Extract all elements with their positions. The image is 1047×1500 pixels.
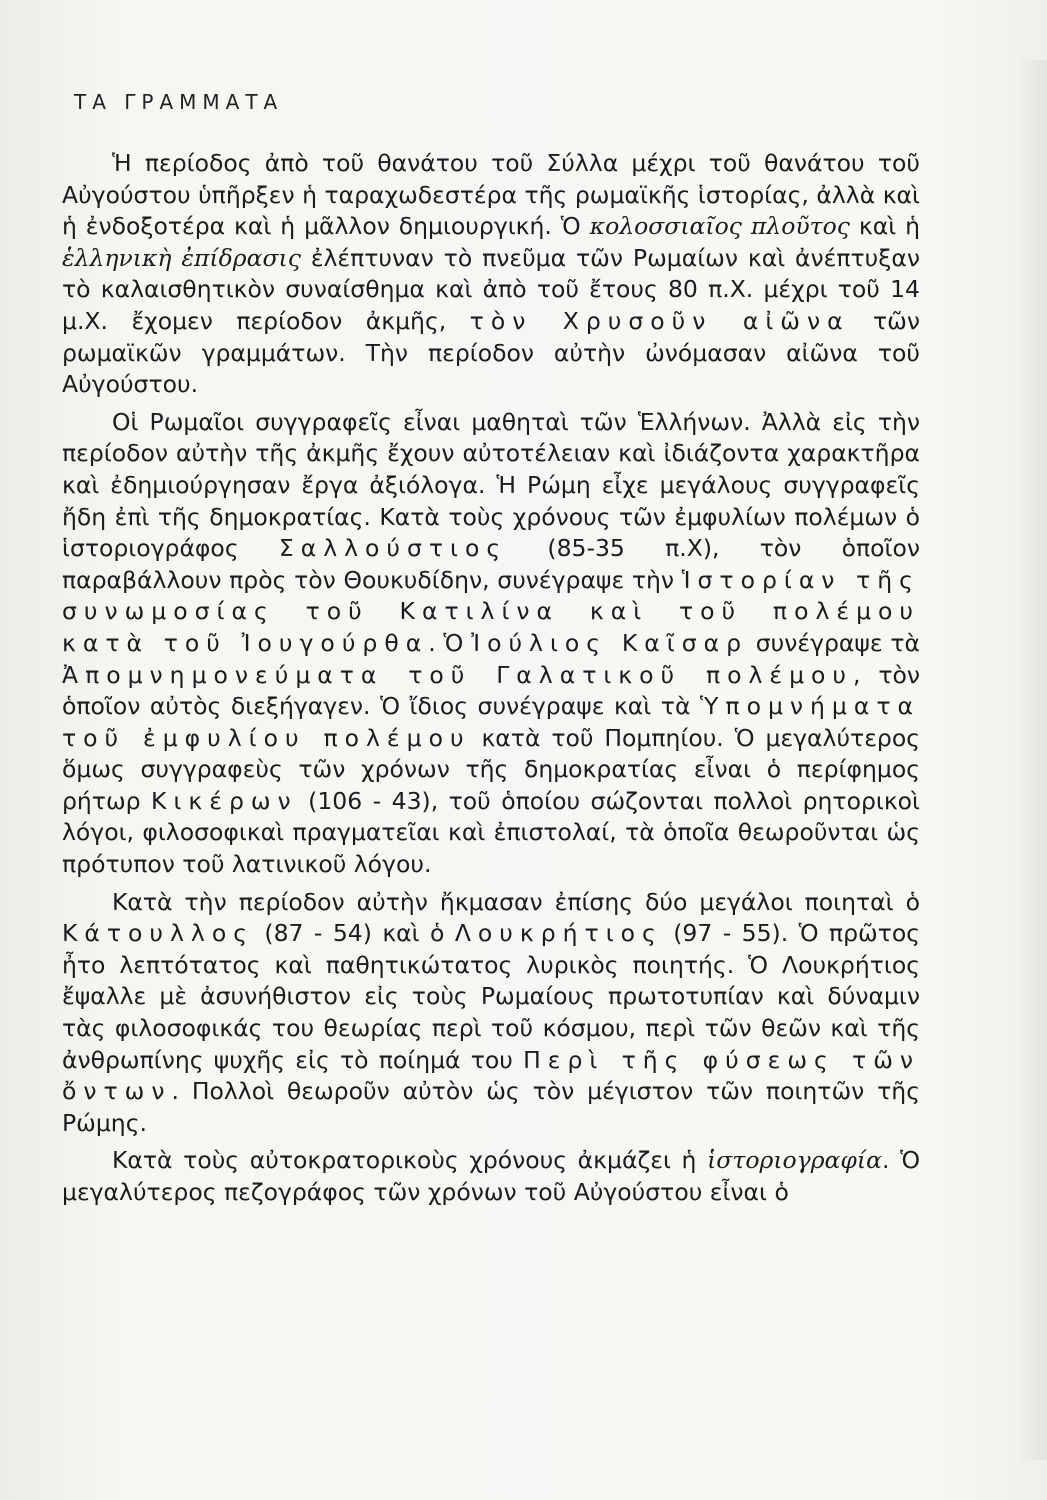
paragraph-2: Οἱ Ρωμαῖοι συγγραφεῖς εἶναι μαθηταὶ τῶν Ἑλλήνων. Ἀλλὰ εἰς τὴν περίοδον αὐτὴν τῆς ἀκμῆς ἔχουν αὐτοτέλειαν καὶ ἰδιάζοντα χαρακτῆρα καὶ ἐδημιούργησαν ἔργα ἀξιόλογα. Ἡ Ρώμη εἶχε μεγάλους συγγραφεῖς ἤδη ἐπὶ τῆς δημοκρατίας. Κατὰ τοὺς χρόνους τῶν ἐμφυλίων πολέμων ὁ ἱστοριογράφος Σαλλούστιος (85-35 π.Χ), τὸν ὁποῖον παραβάλλουν πρὸς τὸν Θουκυδίδην, συνέγραψε τὴν Ἱστορίαν τῆς συνωμοσίας τοῦ Κατιλίνα καὶ τοῦ πολέμου κατὰ τοῦ Ἰουγούρθα. Ὁ Ἰούλιος Καῖσαρ συνέγραψε τὰ Ἀπομνημονεύματα τοῦ Γαλατικοῦ πολέμου, τὸν ὁποῖον αὐτὸς διεξήγαγεν. Ὁ ἴδιος συνέγραψε καὶ τὰ Ὑπομνήματα τοῦ ἐμφυλίου πολέμου κατὰ τοῦ Πομπηίου. Ὁ μεγαλύτερος ὅμως συγγραφεὺς τῶν χρόνων τῆς δημοκρατίας εἶναι ὁ περίφημος ρήτωρ Κικέρων (106 - 43), τοῦ ὁποίου σώζονται πολλοὶ ρητορικοὶ λόγοι, φιλοσοφικαὶ πραγματεῖαι καὶ ἐπιστολαί, τὰ ὁποῖα θεωροῦνται ὡς πρότυπον τοῦ λατινικοῦ λόγου. [62, 407, 921, 879]
title-gallic-war: Ἀπομνημονεύματα τοῦ Γαλατικοῦ πολέμου [62, 660, 854, 689]
emphasis-wealth: κολοσσιαῖος πλοῦτος [589, 212, 850, 241]
name-sallust: Σαλλούστιος [278, 534, 508, 563]
emphasis-greek-influence: ἑλληνικὴ ἐπίδρασις [62, 243, 301, 272]
running-header: ΤΑ ΓΡΑΜΜΑΤΑ [74, 90, 284, 114]
name-catullus: Κάτουλλος [62, 919, 255, 948]
emphasis-historiography: ἱστοριογραφία [707, 1146, 882, 1175]
name-caesar: Ἰούλιος Καῖσαρ [471, 628, 748, 657]
title-civil-war: Ὑπομνήματα τοῦ ἐμφυλίου πολέμου [62, 692, 920, 752]
paragraph-1: Ἡ περίοδος ἀπὸ τοῦ θανάτου τοῦ Σύλλα μέχρι τοῦ θανάτου τοῦ Αὐγούστου ὑπῆρξεν ἡ ταραχωδεστέρα τῆς ρωμαϊκῆς ἱστορίας, ἀλλὰ καὶ ἡ ἐνδοξοτέρα καὶ ἡ μᾶλλον δημιουργική. Ὁ κολοσσιαῖος πλοῦτος καὶ ἡ ἑλληνικὴ ἐπίδρασις ἐλέπτυναν τὸ πνεῦμα τῶν Ρωμαίων καὶ ἀνέπτυξαν τὸ καλαισθητικὸν συναίσθημα καὶ ἀπὸ τοῦ ἔτους 80 π.Χ. μέχρι τοῦ 14 μ.Χ. ἔχομεν περίοδον ἀκμῆς, τὸν Χρυσοῦν αἰῶνα τῶν ρωμαϊκῶν γραμμάτων. Τὴν περίοδον αὐτὴν ὠνόμασαν αἰῶνα τοῦ Αὐγούστου. [62, 149, 920, 399]
title-catiline-jugurtha: Ἱστορίαν τῆς συνωμοσίας τοῦ Κατιλίνα καὶ τοῦ πολέμου κατὰ τοῦ Ἰουγούρθα [62, 565, 920, 657]
title-de-rerum-natura: Περὶ τῆς φύσεως τῶν ὄντων [62, 1045, 920, 1106]
emphasis-golden-age: τὸν Χρυσοῦν αἰῶνα [469, 306, 850, 335]
paragraph-4: Κατὰ τοὺς αὐτοκρατορικοὺς χρόνους ἀκμάζει ἡ ἱστοριογραφία. Ὁ μεγαλύτερος πεζογράφος τῶν χρόνων τοῦ Αὐγούστου εἶναι ὁ [62, 1146, 920, 1206]
name-cicero: Κικέρων [151, 786, 298, 815]
body-text [62, 148, 920, 1215]
paragraph-3: Κατὰ τὴν περίοδον αὐτὴν ἤκμασαν ἐπίσης δύο μεγάλοι ποιηταὶ ὁ Κάτουλλος (87 - 54) καὶ ὁ Λουκρήτιος (97 - 55). Ὁ πρῶτος ἦτο λεπτότατος καὶ παθητικώτατος λυρικὸς ποιητής. Ὁ Λουκρήτιος ἔψαλλε μὲ ἀσυνήθιστον εἰς τοὺς Ρωμαίους πρωτοτυπίαν καὶ δύναμιν τὰς φιλοσοφικάς του θεωρίας περὶ τοῦ κόσμου, περὶ τῶν θεῶν καὶ τῆς ἀνθρωπίνης ψυχῆς εἰς τὸ ποίημά του Περὶ τῆς φύσεως τῶν ὄντων. Πολλοὶ θεωροῦν αὐτὸν ὡς τὸν μέγιστον τῶν ποιητῶν τῆς Ρώμης. [62, 887, 920, 1137]
page-edge-shadow [1017, 60, 1047, 1460]
name-lucretius: Λουκρήτιος [454, 919, 663, 948]
